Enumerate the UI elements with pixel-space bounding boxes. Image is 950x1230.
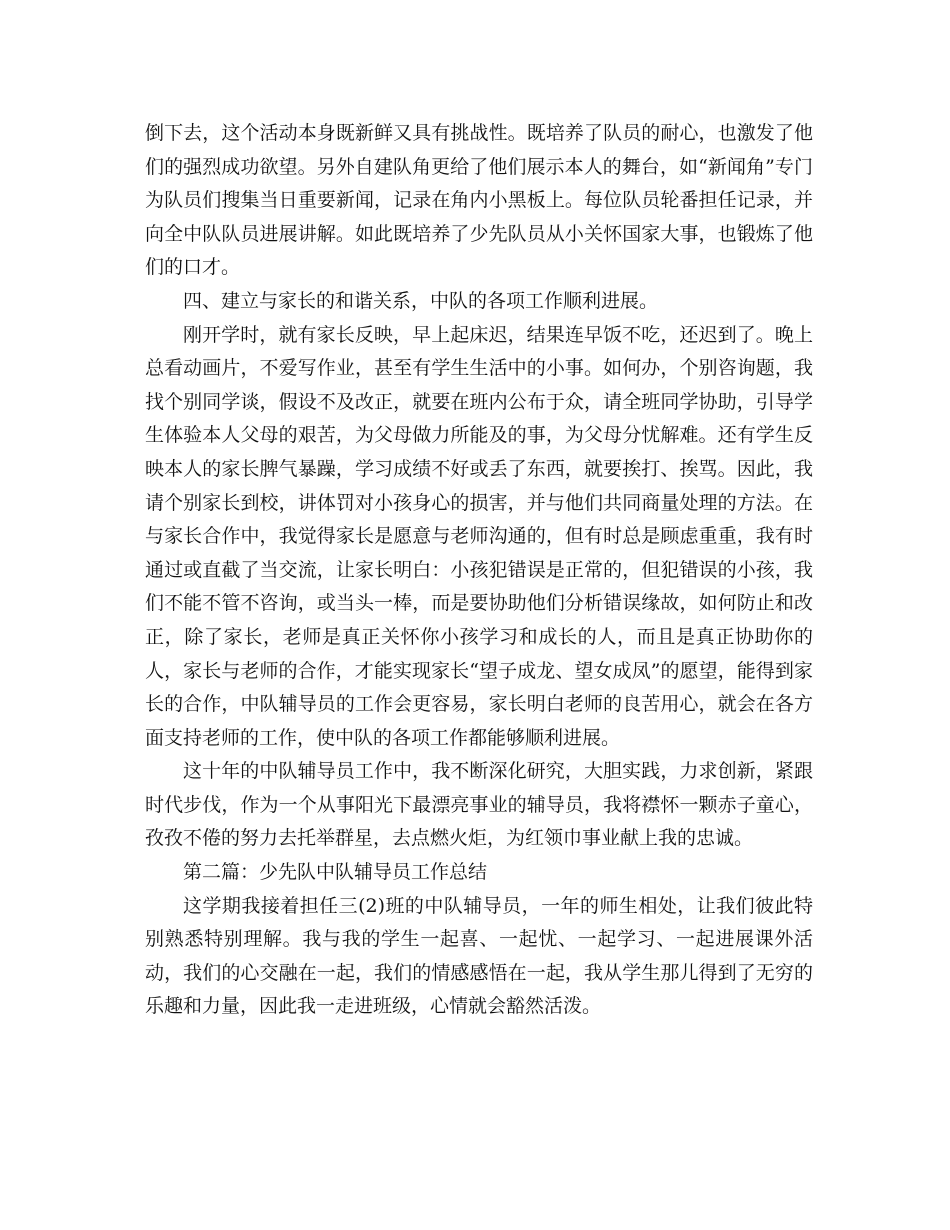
paragraph-parents: 刚开学时，就有家长反映，早上起床迟，结果连早饭不吃，还迟到了。晚上总看动画片，不爱写作业，甚至有学生生活中的小事。如何办，个别咨询题，我找个别同学谈，假设不及改正，就要在班内公布于众，请全班同学协助，引导学生体验本人父母的艰苦，为父母做力所能及的事，为父母分忧解难。还有学生反映本人的家长脾气暴躁，学习成绩不好或丢了东西，就要挨打、挨骂。因此，我请个别家长到校，讲体罚对小孩身心的损害，并与他们共同商量处理的方法。在与家长合作中，我觉得家长是愿意与老师沟通的，但有时总是顾虑重重，我有时通过或直截了当交流，让家长明白：小孩犯错误是正常的，但犯错误的小孩，我们不能不管不咨询，或当头一棒，而是要协助他们分析错误缘故，如何防止和改正，除了家长，老师是真正关怀你小孩学习和成长的人，而且是真正协助你的人，家长与老师的合作，才能实现家长“望子成龙、望女成凤”的愿望，能得到家长的合作，中队辅导员的工作会更容易，家长明白老师的良苦用心，就会在各方面支持老师的工作，使中队的各项工作都能够顺利进展。: [145, 323, 813, 749]
chapter-title-two: 第二篇：少先队中队辅导员工作总结: [183, 861, 488, 884]
paragraph-ten-years: 这十年的中队辅导员工作中，我不断深化研究，大胆实践，力求创新，紧跟时代步伐，作为一个从事阳光下最漂亮事业的辅导员，我将襟怀一颗赤子童心，孜孜不倦的努力去托举群星，去点燃火炬，为红领巾事业献上我的忠诚。: [145, 760, 813, 850]
paragraph-this-semester: 这学期我接着担任三(2)班的中队辅导员，一年的师生相处，让我们彼此特别熟悉特别理解。我与我的学生一起喜、一起忧、一起学习、一起进展课外活动，我们的心交融在一起，我们的情感感悟在一起，我从学生那儿得到了无穷的乐趣和力量，因此我一走进班级，心情就会豁然活泼。: [145, 894, 813, 1018]
section-heading-four: 四、建立与家长的和谐关系，中队的各项工作顺利进展。: [183, 289, 659, 312]
paragraph-continued: 倒下去，这个活动本身既新鲜又具有挑战性。既培养了队员的耐心，也激发了他们的强烈成功欲望。另外自建队角更给了他们展示本人的舞台，如“新闻角”专门为队员们搜集当日重要新闻，记录在角内小黑板上。每位队员轮番担任记录，并向全中队队员进展讲解。如此既培养了少先队员从小关怀国家大事，也锻炼了他们的口才。: [145, 122, 813, 279]
document-body: [145, 117, 813, 1024]
